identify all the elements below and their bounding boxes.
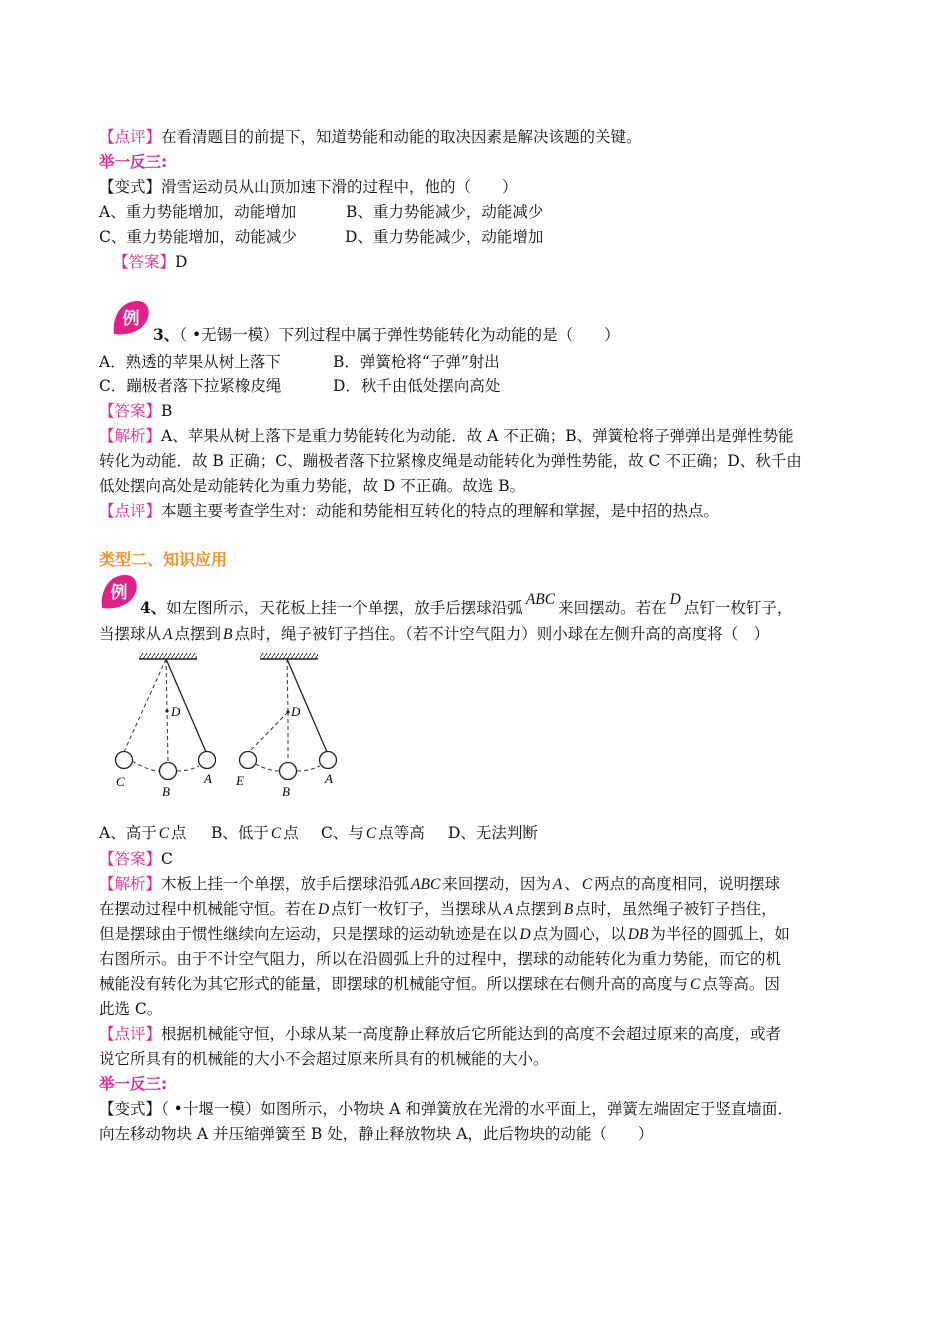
variant-question: 【变式】滑雪运动员从山顶加速下滑的过程中，他的（ ） [99,178,518,196]
analysis-text: 点摆到 [515,900,562,918]
comment-tag: 【点评】 [99,128,162,146]
var-c: C [581,876,593,893]
var-a: A [163,626,173,643]
var-c: C [365,825,377,842]
example4-analysis-4: 右图所示。由于不计空气阻力，所以在沿圆弧上升的过程中，摆球的动能转化为重力势能，而它的机 [99,950,782,968]
example4-analysis-1 [99,874,780,895]
answer-value: D [175,253,188,271]
option-d: D、重力势能减少，动能增加 [345,228,544,246]
example3-analysis-3: 低处摆向高处是动能转化为重力势能，故 D 不正确。故选 B。 [99,477,526,495]
comment-text: 根据机械能守恒，小球从某一高度静止释放后它所能达到的高度不会超过原来的高度，或者 [161,1025,782,1043]
example-badge-icon [98,572,140,612]
analysis-text: 木板上挂一个单摆，放手后摆球沿弧 [161,875,410,893]
example-badge-label: 例 [122,309,140,329]
var-d: D [519,926,531,943]
opt-text: B、低于 [211,824,269,842]
example-badge-icon [110,298,152,338]
left-pendulum [116,653,216,799]
example3-answer [99,401,172,421]
example3-comment [99,501,719,521]
comment-line [99,127,642,147]
label-c: C [116,774,125,789]
opt-text: 点 [171,824,187,842]
example4-option-c [321,823,425,844]
analysis-text: 为半径的圆弧上，如 [650,925,790,943]
variant-line-2: 向左移动物块 A 并压缩弹簧至 B 处，静止释放物块 A，此后物块的动能（ ） [99,1125,654,1143]
option-b: B、重力势能减少，动能减少 [346,203,544,221]
example3-option-d: D．秋千由低处摆向高处 [333,377,501,395]
example4-option-b [211,823,299,844]
var-b: B [563,901,574,918]
example-badge-label: 例 [110,583,128,603]
answer-tag: 【答案】 [113,253,176,271]
q-text: 点钉一枚钉子， [683,599,793,617]
opt-text: D、无法判断 [448,824,538,842]
q-text: 当摆球从 [99,625,162,643]
arc-abc: ABC [411,876,441,893]
analysis-text: 点钉一枚钉子，当摆球从 [331,900,502,918]
q-text: 来回摆动。若在 [558,599,667,617]
label-a: A [325,771,333,786]
var-c: C [158,825,170,842]
opt-text: 点等高 [378,824,425,842]
example4-analysis-3 [99,924,790,945]
opt-text: A、高于 [99,824,157,842]
answer-tag: 【答案】 [99,402,162,420]
label-e: E [236,773,244,788]
example3-option-b: B．弹簧枪将“子弹”射出 [333,353,500,371]
comment-tag: 【点评】 [99,1025,162,1043]
pendulum-figure [105,650,350,800]
answer-value: B [161,402,173,420]
example3-question-text: （ •无锡一模）下列过程中属于弹性势能转化为动能的是（ ） [179,326,620,344]
example4-question-2 [99,624,769,645]
example4-comment-2: 说它所具有的机械能的大小不会超过原来所具有的机械能的大小。 [99,1050,549,1068]
var-d: D [669,591,681,608]
example3-option-c: C．蹦极者落下拉紧橡皮绳 [99,377,282,395]
analysis-text: 、 [564,875,580,893]
option-c: C、重力势能增加，动能减少 [99,228,297,246]
q-text: 点摆到 [174,625,221,643]
example3-analysis-2: 转化为动能．故 B 正确；C、蹦极者落下拉紧橡皮绳是动能转化为弹性势能，故 C 不正确；D、秋千由 [99,452,802,470]
label-b: B [162,784,170,799]
q-text: 点时，绳子被钉子挡住。（若不计空气阻力）则小球在左侧升高的高度将（ ） [234,625,770,643]
opt-text: 点 [283,824,299,842]
var-c: C [270,825,282,842]
analysis-text: 械能没有转化为其它形式的能量，即摆球的机械能守恒。所以摆球在右侧升高的高度与 [99,975,689,993]
analysis-text: 两点的高度相同，说明摆球 [594,875,781,893]
example4-option-d [448,823,538,843]
var-a: A [503,901,514,918]
label-b: B [282,784,290,799]
example4-option-a [99,823,187,844]
practice-heading: 举一反三: [99,1075,168,1093]
section-title: 类型二、知识应用 [99,550,228,569]
example4-question-1 [140,591,793,619]
right-pendulum [235,653,337,799]
analysis-text: 来回摆动，因为 [442,875,551,893]
analysis-text: 点为圆心，以 [532,925,626,943]
var-c: C [690,976,701,993]
var-b: B [223,626,233,643]
example4-analysis-6: 此选 C。 [99,1000,163,1018]
example3-option-a: A．熟透的苹果从树上落下 [99,353,281,371]
label-a: A [204,771,212,786]
practice-heading: 举一反三: [99,153,168,171]
analysis-text: 但是摆球由于惯性继续向左运动，只是摆球的运动轨迹是在以 [99,925,518,943]
comment-tag: 【点评】 [99,502,162,520]
option-a: A、重力势能增加，动能增加 [99,203,297,221]
example4-comment-1 [99,1024,781,1044]
example3-analysis-1 [99,426,794,446]
example3-number: 3、 [153,325,180,344]
analysis-text: 在摆动过程中机械能守恒。若在 [99,900,317,918]
answer-line [113,252,187,272]
example4-analysis-5 [99,974,780,995]
example3-question [153,325,620,345]
example4-analysis-2 [99,899,777,920]
analysis-text: 点时，虽然绳子被钉子挡住， [575,900,777,918]
label-d: D [291,704,301,719]
opt-text: C、与 [321,824,364,842]
example4-number: 4、 [140,598,167,617]
var-db: DB [627,926,649,943]
answer-value: C [161,850,173,868]
var-d: D [318,901,330,918]
label-d: D [171,704,181,719]
analysis-text: 点等高。因 [702,975,780,993]
arc-abc: ABC [525,591,556,608]
comment-text: 在看清题目的前提下，知道势能和动能的取决因素是解决该题的关键。 [161,128,642,146]
analysis-tag: 【解析】 [99,427,162,445]
var-a: A [552,876,563,893]
analysis-text: A、苹果从树上落下是重力势能转化为动能．故 A 不正确；B、弹簧枪将子弹弹出是弹性势能 [161,427,794,445]
variant-line-1: 【变式】（ •十堰一模）如图所示，小物块 A 和弹簧放在光滑的水平面上，弹簧左端固定于竖直墙面． [99,1100,793,1118]
q-text: 如左图所示，天花板上挂一个单摆，放手后摆球沿弧 [166,599,523,617]
answer-tag: 【答案】 [99,850,162,868]
analysis-tag: 【解析】 [99,875,162,893]
example4-answer [99,849,173,869]
comment-text: 本题主要考查学生对：动能和势能相互转化的特点的理解和掌握，是中招的热点。 [161,502,720,520]
